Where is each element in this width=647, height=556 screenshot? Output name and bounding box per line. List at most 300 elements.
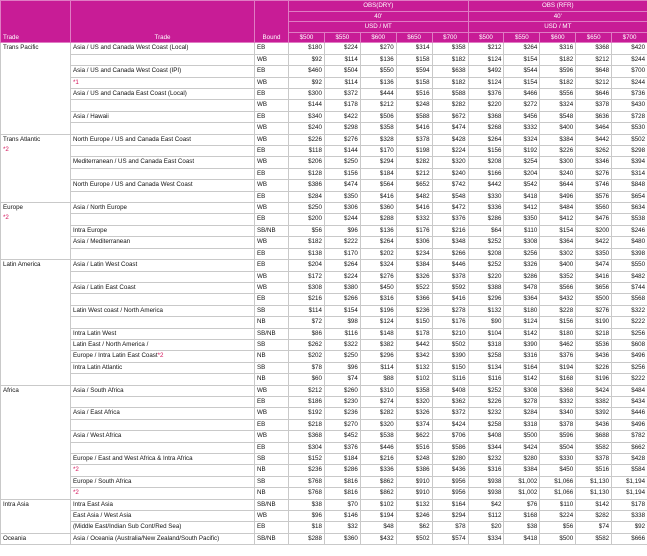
table-row — [1, 351, 647, 362]
rate-cell: $364 — [504, 294, 540, 305]
rate-cell: $340 — [289, 111, 325, 122]
rate-cell: $400 — [540, 260, 576, 271]
rate-cell: $816 — [324, 488, 360, 499]
rate-cell: $652 — [396, 180, 432, 191]
rate-cell: $240 — [432, 168, 468, 179]
rate-cell: $648 — [576, 66, 612, 77]
rate-cell: $168 — [504, 511, 540, 522]
rate-cell: $394 — [612, 157, 647, 168]
rate-cell: $156 — [540, 317, 576, 328]
rate-cell: $516 — [396, 89, 432, 100]
trade-group-cell — [1, 43, 71, 134]
rate-cell: $248 — [396, 100, 432, 111]
rate-cell: $502 — [396, 533, 432, 544]
rate-cell: $38 — [289, 499, 325, 510]
rate-cell: $484 — [540, 203, 576, 214]
rate-cell: $156 — [324, 168, 360, 179]
rate-cell: $286 — [324, 465, 360, 476]
rate-cell: $706 — [432, 431, 468, 442]
rate-cell: $434 — [612, 396, 647, 407]
bound-cell: NB — [255, 374, 289, 385]
rate-cell: $318 — [504, 419, 540, 430]
rate-cell: $110 — [540, 499, 576, 510]
rate-cell: $542 — [504, 180, 540, 191]
sub-trade-label: Latin East / North America / — [73, 340, 149, 348]
rate-cell: $318 — [468, 339, 504, 350]
sub-trade-cell — [71, 214, 255, 225]
price-point-header: $650 — [576, 32, 612, 43]
rate-cell: $442 — [576, 134, 612, 145]
rate-cell: $358 — [360, 123, 396, 134]
rate-cell: $502 — [612, 134, 647, 145]
trade-group-cell — [1, 499, 71, 533]
sub-trade-label: Mediterranean / US and Canada East Coast — [73, 158, 195, 166]
rate-cell: $144 — [324, 146, 360, 157]
rate-cell: $180 — [504, 305, 540, 316]
rate-cell: $224 — [324, 271, 360, 282]
sub-trade-label: Intra Latin West — [73, 329, 117, 337]
rate-cell: $360 — [324, 533, 360, 544]
rate-cell: $666 — [612, 533, 647, 544]
rate-cell: $316 — [540, 43, 576, 54]
rate-cell: $478 — [504, 282, 540, 293]
rate-cell: $544 — [504, 66, 540, 77]
table-row — [1, 488, 647, 499]
table-row — [1, 442, 647, 453]
rate-cell: $582 — [576, 533, 612, 544]
rate-cell: $564 — [360, 180, 396, 191]
rate-cell: $264 — [324, 260, 360, 271]
rate-cell: $500 — [504, 431, 540, 442]
rate-cell: $596 — [540, 431, 576, 442]
unit-dry-header: USD / MT — [289, 22, 469, 33]
rate-cell: $566 — [540, 282, 576, 293]
rate-cell: $252 — [468, 385, 504, 396]
table-row — [1, 408, 647, 419]
rate-cell: $326 — [396, 408, 432, 419]
table-row — [1, 419, 647, 430]
table-row — [1, 191, 647, 202]
rate-cell: $334 — [468, 533, 504, 544]
bound-cell: WB — [255, 134, 289, 145]
rate-cell: $268 — [468, 123, 504, 134]
table-row — [1, 465, 647, 476]
rate-cell: $1,002 — [504, 476, 540, 487]
rate-cell: $154 — [324, 305, 360, 316]
rate-cell: $622 — [396, 431, 432, 442]
table-row — [1, 134, 647, 145]
rate-cell: $262 — [289, 339, 325, 350]
rate-cell: $246 — [396, 511, 432, 522]
rate-cell: $1,066 — [540, 488, 576, 499]
rate-cell: $18 — [289, 522, 325, 533]
rate-cell: $550 — [612, 260, 647, 271]
rate-cell: $114 — [324, 77, 360, 88]
rate-cell: $266 — [432, 248, 468, 259]
sub-trade-cell — [71, 328, 255, 339]
price-point-header: $650 — [396, 32, 432, 43]
rate-cell: $336 — [360, 465, 396, 476]
rate-cell: $202 — [289, 351, 325, 362]
rate-cell: $548 — [432, 191, 468, 202]
bound-cell: WB — [255, 237, 289, 248]
table-row — [1, 180, 647, 191]
rate-cell: $204 — [504, 168, 540, 179]
rate-cell: $212 — [360, 100, 396, 111]
rate-cell: $428 — [432, 134, 468, 145]
sub-trade-label: Asia / East Africa — [73, 409, 120, 417]
rate-cell: $324 — [360, 260, 396, 271]
bound-cell: EB — [255, 66, 289, 77]
rate-cell: $280 — [504, 454, 540, 465]
rate-cell: $252 — [468, 260, 504, 271]
rate-cell: $376 — [432, 214, 468, 225]
obs-dry-header: OBS(DRY) — [289, 1, 469, 12]
price-point-header: $500 — [468, 32, 504, 43]
rate-cell: $154 — [504, 54, 540, 65]
sub-trade-cell — [71, 465, 255, 476]
rate-cell: $154 — [540, 225, 576, 236]
rate-cell: $360 — [360, 203, 396, 214]
rate-cell: $910 — [396, 488, 432, 499]
rate-cell: $182 — [432, 77, 468, 88]
rate-cell: $32 — [324, 522, 360, 533]
rate-cell: $516 — [396, 442, 432, 453]
bound-cell: NB — [255, 317, 289, 328]
sub-trade-cell — [71, 168, 255, 179]
rate-cell: $608 — [612, 339, 647, 350]
rate-cell: $420 — [612, 43, 647, 54]
rate-cell: $92 — [612, 522, 647, 533]
rate-cell: $496 — [612, 351, 647, 362]
trade-group-cell — [1, 134, 71, 202]
sub-trade-cell — [71, 408, 255, 419]
rate-cell: $124 — [468, 77, 504, 88]
rate-cell: $456 — [504, 111, 540, 122]
rate-cell: $350 — [576, 248, 612, 259]
rate-cell: $136 — [360, 225, 396, 236]
rate-cell: $1,066 — [540, 476, 576, 487]
sub-trade-cell — [71, 225, 255, 236]
rate-cell: $150 — [432, 362, 468, 373]
rate-cell: $286 — [468, 214, 504, 225]
rate-cell: $444 — [360, 89, 396, 100]
rate-cell: $436 — [576, 419, 612, 430]
rate-cell: $192 — [289, 408, 325, 419]
rate-cell: $152 — [289, 454, 325, 465]
rate-cell: $436 — [576, 351, 612, 362]
rate-cell: $322 — [612, 305, 647, 316]
rate-cell: $124 — [504, 317, 540, 328]
rate-cell: $212 — [468, 43, 504, 54]
table-row — [1, 43, 647, 54]
rate-cell: $450 — [360, 282, 396, 293]
rate-cell: $330 — [540, 454, 576, 465]
rate-cell: $416 — [396, 203, 432, 214]
rate-cell: $156 — [468, 146, 504, 157]
rate-cell: $384 — [504, 465, 540, 476]
rate-cell: $166 — [468, 168, 504, 179]
rate-cell: $70 — [324, 499, 360, 510]
rate-cell: $184 — [324, 454, 360, 465]
table-row — [1, 237, 647, 248]
rate-cell: $300 — [540, 157, 576, 168]
rate-cell: $416 — [432, 294, 468, 305]
rate-cell: $110 — [504, 225, 540, 236]
table-body — [1, 43, 647, 545]
rate-cell: $234 — [396, 248, 432, 259]
container-rfr-header: 40' — [468, 11, 647, 22]
rate-cell: $294 — [360, 157, 396, 168]
rate-cell: $306 — [324, 203, 360, 214]
sub-trade-label: North Europe / US and Canada West Coast — [73, 181, 193, 189]
rate-cell: $224 — [540, 511, 576, 522]
rate-cell: $236 — [396, 305, 432, 316]
rate-cell: $208 — [468, 157, 504, 168]
rate-cell: $208 — [468, 248, 504, 259]
rate-cell: $362 — [432, 396, 468, 407]
rate-cell: $196 — [360, 305, 396, 316]
bound-cell: EB — [255, 522, 289, 533]
rate-cell: $102 — [396, 374, 432, 385]
rate-cell: $62 — [396, 522, 432, 533]
rate-cell: $220 — [468, 100, 504, 111]
rate-cell: $436 — [432, 465, 468, 476]
rate-cell: $654 — [612, 191, 647, 202]
sub-trade-note: *2 — [157, 352, 164, 360]
rate-cell: $418 — [504, 191, 540, 202]
rate-cell: $388 — [468, 282, 504, 293]
rate-cell: $192 — [504, 146, 540, 157]
table-row — [1, 396, 647, 407]
rate-cell: $78 — [289, 362, 325, 373]
sub-trade-column-label: Trade — [154, 33, 171, 41]
sub-trade-label: Asia / North Europe — [73, 204, 127, 212]
sub-trade-label: Latin West coast / North America — [73, 306, 163, 314]
trade-group-name: Europe — [3, 204, 23, 212]
bound-cell: WB — [255, 77, 289, 88]
rate-cell: $538 — [360, 431, 396, 442]
sub-trade-cell — [71, 191, 255, 202]
bound-cell: NB — [255, 351, 289, 362]
bound-cell: EB — [255, 419, 289, 430]
sub-trade-label: Intra Europe — [73, 226, 108, 234]
rate-cell: $244 — [324, 214, 360, 225]
sub-trade-cell — [71, 442, 255, 453]
sub-trade-label: Europe / Intra Latin East Coast — [73, 352, 158, 360]
sub-trade-cell — [71, 294, 255, 305]
rate-cell: $556 — [540, 89, 576, 100]
rate-cell: $302 — [540, 248, 576, 259]
rate-cell: $482 — [396, 191, 432, 202]
rate-cell: $352 — [540, 271, 576, 282]
rate-cell: $656 — [576, 282, 612, 293]
rate-cell: $284 — [504, 408, 540, 419]
rate-cell: $390 — [432, 351, 468, 362]
rate-cell: $276 — [576, 168, 612, 179]
rate-cell: $314 — [612, 168, 647, 179]
sub-trade-label: Asia / West Africa — [73, 432, 122, 440]
rate-cell: $180 — [540, 328, 576, 339]
rate-cell: $496 — [612, 419, 647, 430]
rate-cell: $320 — [396, 396, 432, 407]
rate-cell: $416 — [396, 123, 432, 134]
table-row — [1, 511, 647, 522]
rate-cell: $728 — [612, 111, 647, 122]
rate-cell: $308 — [289, 282, 325, 293]
rate-cell: $102 — [360, 499, 396, 510]
rate-cell: $250 — [324, 351, 360, 362]
bound-cell: NB — [255, 488, 289, 499]
rate-cell: $114 — [324, 54, 360, 65]
sub-trade-label: (Middle East/Indian Sub Cont/Red Sea) — [73, 523, 182, 531]
sub-trade-cell — [71, 134, 255, 145]
rate-cell: $560 — [576, 203, 612, 214]
bound-cell: EB — [255, 111, 289, 122]
rate-cell: $382 — [360, 339, 396, 350]
sub-trade-cell — [71, 89, 255, 100]
bound-cell: EB — [255, 89, 289, 100]
sub-trade-cell — [71, 511, 255, 522]
trade-group-name: Africa — [3, 386, 19, 394]
rate-cell: $538 — [612, 214, 647, 225]
rate-cell: $442 — [468, 180, 504, 191]
rate-cell: $142 — [576, 499, 612, 510]
rate-cell: $252 — [468, 237, 504, 248]
rate-cell: $464 — [576, 123, 612, 134]
rate-cell: $862 — [360, 476, 396, 487]
rate-cell: $136 — [360, 77, 396, 88]
bound-cell: WB — [255, 408, 289, 419]
rate-cell: $172 — [289, 271, 325, 282]
price-point-header: $600 — [540, 32, 576, 43]
sub-trade-label: Asia / Hawaii — [73, 112, 109, 120]
sub-trade-cell — [71, 305, 255, 316]
rate-cell: $72 — [289, 317, 325, 328]
rate-cell: $212 — [289, 385, 325, 396]
sub-trade-label: Europe / South Africa — [73, 477, 132, 485]
sub-trade-label: Intra Latin Atlantic — [73, 363, 123, 371]
rate-cell: $98 — [324, 317, 360, 328]
rate-cell: $260 — [324, 385, 360, 396]
table-row — [1, 100, 647, 111]
rate-cell: $446 — [432, 260, 468, 271]
sub-trade-cell — [71, 111, 255, 122]
sub-trade-cell — [71, 100, 255, 111]
trade-group-cell — [1, 385, 71, 499]
rate-cell: $400 — [540, 123, 576, 134]
rate-cell: $350 — [504, 214, 540, 225]
rate-cell: $232 — [468, 454, 504, 465]
rate-cell: $390 — [504, 339, 540, 350]
bound-cell: SB — [255, 362, 289, 373]
rate-cell: $344 — [468, 442, 504, 453]
rate-cell: $586 — [432, 442, 468, 453]
rate-cell: $848 — [612, 180, 647, 191]
sub-trade-label: Asia / Latin East Coast — [73, 283, 136, 291]
rate-cell: $248 — [396, 454, 432, 465]
rate-cell: $178 — [324, 100, 360, 111]
sub-trade-cell — [71, 385, 255, 396]
sub-trade-label: Asia / US and Canada West Coast (IPI) — [73, 67, 182, 75]
rate-cell: $146 — [324, 511, 360, 522]
table-row — [1, 282, 647, 293]
sub-trade-label: Intra East Asia — [73, 500, 113, 508]
rate-cell: $124 — [468, 54, 504, 65]
rate-cell: $272 — [504, 100, 540, 111]
sub-trade-cell — [71, 419, 255, 430]
table-row — [1, 146, 647, 157]
rate-cell: $424 — [432, 419, 468, 430]
rate-cell: $96 — [289, 511, 325, 522]
rate-cell: $278 — [504, 396, 540, 407]
rate-cell: $314 — [396, 43, 432, 54]
rate-cell: $496 — [540, 191, 576, 202]
rate-cell: $938 — [468, 488, 504, 499]
rate-cell: $416 — [360, 191, 396, 202]
table-row — [1, 362, 647, 373]
rate-cell: $1,002 — [504, 488, 540, 499]
rate-cell: $368 — [289, 431, 325, 442]
sub-trade-cell — [71, 396, 255, 407]
rate-cell: $366 — [396, 294, 432, 305]
rate-cell: $636 — [576, 111, 612, 122]
bound-cell: EB — [255, 260, 289, 271]
table-row — [1, 499, 647, 510]
trade-group-name: Oceania — [3, 534, 27, 542]
sub-trade-label: Asia / Latin West Coast — [73, 261, 138, 269]
rate-cell: $144 — [289, 100, 325, 111]
sub-trade-cell — [71, 476, 255, 487]
rate-cell: $530 — [612, 123, 647, 134]
rate-cell: $298 — [324, 123, 360, 134]
rate-cell: $330 — [468, 191, 504, 202]
bound-cell: SB — [255, 339, 289, 350]
rate-cell: $270 — [360, 43, 396, 54]
rate-cell: $1,130 — [576, 488, 612, 499]
rate-cell: $398 — [612, 248, 647, 259]
rate-cell: $194 — [540, 362, 576, 373]
table-row — [1, 54, 647, 65]
bound-cell: WB — [255, 203, 289, 214]
rate-cell: $768 — [289, 476, 325, 487]
rate-cell: $646 — [576, 89, 612, 100]
rate-cell: $308 — [504, 237, 540, 248]
rate-cell: $288 — [289, 533, 325, 544]
table-row — [1, 533, 647, 544]
rate-cell: $64 — [468, 225, 504, 236]
sub-trade-cell — [71, 374, 255, 385]
rate-cell: $270 — [324, 419, 360, 430]
sub-trade-cell — [71, 248, 255, 259]
trade-column-header — [1, 1, 71, 43]
trade-group-cell — [1, 260, 71, 385]
rate-cell: $198 — [396, 146, 432, 157]
rate-cell: $246 — [612, 225, 647, 236]
rate-cell: $340 — [540, 408, 576, 419]
rate-cell: $96 — [324, 362, 360, 373]
rate-cell: $358 — [396, 385, 432, 396]
rate-cell: $304 — [289, 442, 325, 453]
rate-cell: $418 — [504, 533, 540, 544]
table-row — [1, 123, 647, 134]
rate-cell: $104 — [468, 328, 504, 339]
rate-cell: $938 — [468, 476, 504, 487]
bound-cell: SB — [255, 476, 289, 487]
rate-cell: $96 — [324, 225, 360, 236]
rate-cell: $462 — [540, 339, 576, 350]
rate-cell: $1,194 — [612, 476, 647, 487]
